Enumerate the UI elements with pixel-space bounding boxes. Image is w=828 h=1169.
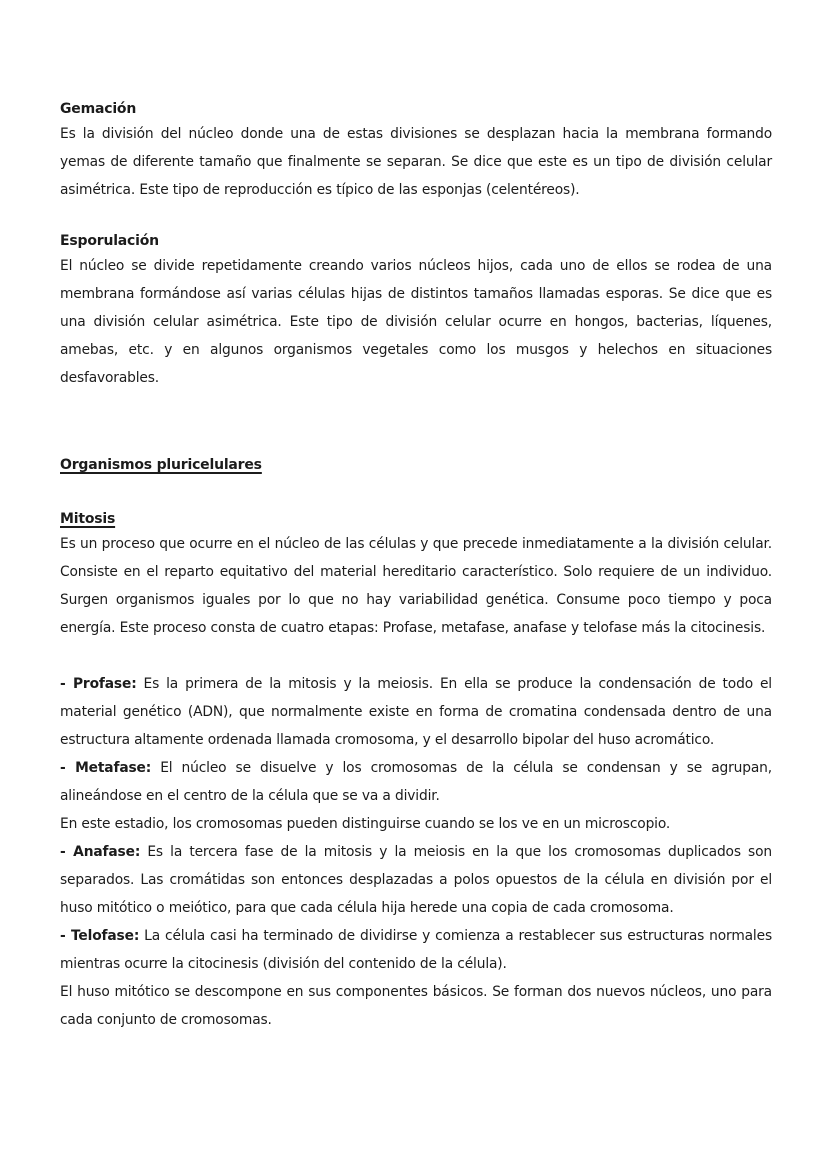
anafase-label: - Anafase: (60, 844, 141, 860)
section-title: Organismos pluricelulares (60, 457, 262, 473)
metafase-note: En este estadio, los cromosomas pueden distinguirse cuando se los ve en un microscopio. (60, 816, 671, 832)
metafase-label: - Metafase: (60, 760, 152, 776)
document-page (60, 98, 772, 1034)
mitosis-section (60, 508, 772, 642)
metafase-text: El núcleo se disuelve y los cromosomas de la célula se condensan y se agrupan, alineándose en el centro de la célula que se va a dividir. (60, 760, 772, 804)
phases-list (60, 670, 772, 1034)
phase-profase (60, 670, 772, 754)
gemacion-heading: Gemación (60, 101, 137, 117)
phase-metafase (60, 754, 772, 810)
esporulacion-section (60, 230, 772, 392)
telofase-label: - Telofase: (60, 928, 140, 944)
mitosis-heading: Mitosis (60, 511, 116, 527)
mitosis-paragraph: Es un proceso que ocurre en el núcleo de las células y que precede inmediatamente a la división celular. Consiste en el reparto equitativo del material hereditario característico. Solo requiere de un individuo. Surgen organismos iguales por lo que no hay variabilidad genética. Consume poco tiempo y poca energía. Este proceso consta de cuatro etapas: Profase, metafase, anafase y telofase más la citocinesis. (60, 536, 772, 636)
profase-label: - Profase: (60, 676, 137, 692)
gemacion-section (60, 98, 772, 204)
anafase-text: Es la tercera fase de la mitosis y la meiosis en la que los cromosomas duplicados son separados. Las cromátidas son entonces desplazadas a polos opuestos de la célula en división por el huso mitótico o meiótico, para que cada célula hija herede una copia de cada cromosoma. (60, 844, 772, 916)
esporulacion-heading: Esporulación (60, 233, 159, 249)
profase-text: Es la primera de la mitosis y la meiosis. En ella se produce la condensación de todo el material genético (ADN), que normalmente existe en forma de cromatina condensada dentro de una estructura altamente ordenada llamada cromosoma, y el desarrollo bipolar del huso acromático. (60, 676, 772, 748)
telofase-text: La célula casi ha terminado de dividirse y comienza a restablecer sus estructuras normales mientras ocurre la citocinesis (división del contenido de la célula). (60, 928, 772, 972)
phase-anafase (60, 838, 772, 922)
telofase-note: El huso mitótico se descompone en sus componentes básicos. Se forman dos nuevos núcleos, uno para cada conjunto de cromosomas. (60, 984, 772, 1028)
phase-telofase (60, 922, 772, 978)
esporulacion-paragraph: El núcleo se divide repetidamente creando varios núcleos hijos, cada uno de ellos se rodea de una membrana formándose así varias células hijas de distintos tamaños llamadas esporas. Se dice que es una división celular asimétrica. Este tipo de división celular ocurre en hongos, bacterias, líquenes, amebas, etc. y en algunos organismos vegetales como los musgos y helechos en situaciones desfavorables. (60, 258, 772, 386)
gemacion-paragraph: Es la división del núcleo donde una de estas divisiones se desplazan hacia la membrana formando yemas de diferente tamaño que finalmente se separan. Se dice que este es un tipo de división celular asimétrica. Este tipo de reproducción es típico de las esponjas (celentéreos). (60, 126, 772, 198)
